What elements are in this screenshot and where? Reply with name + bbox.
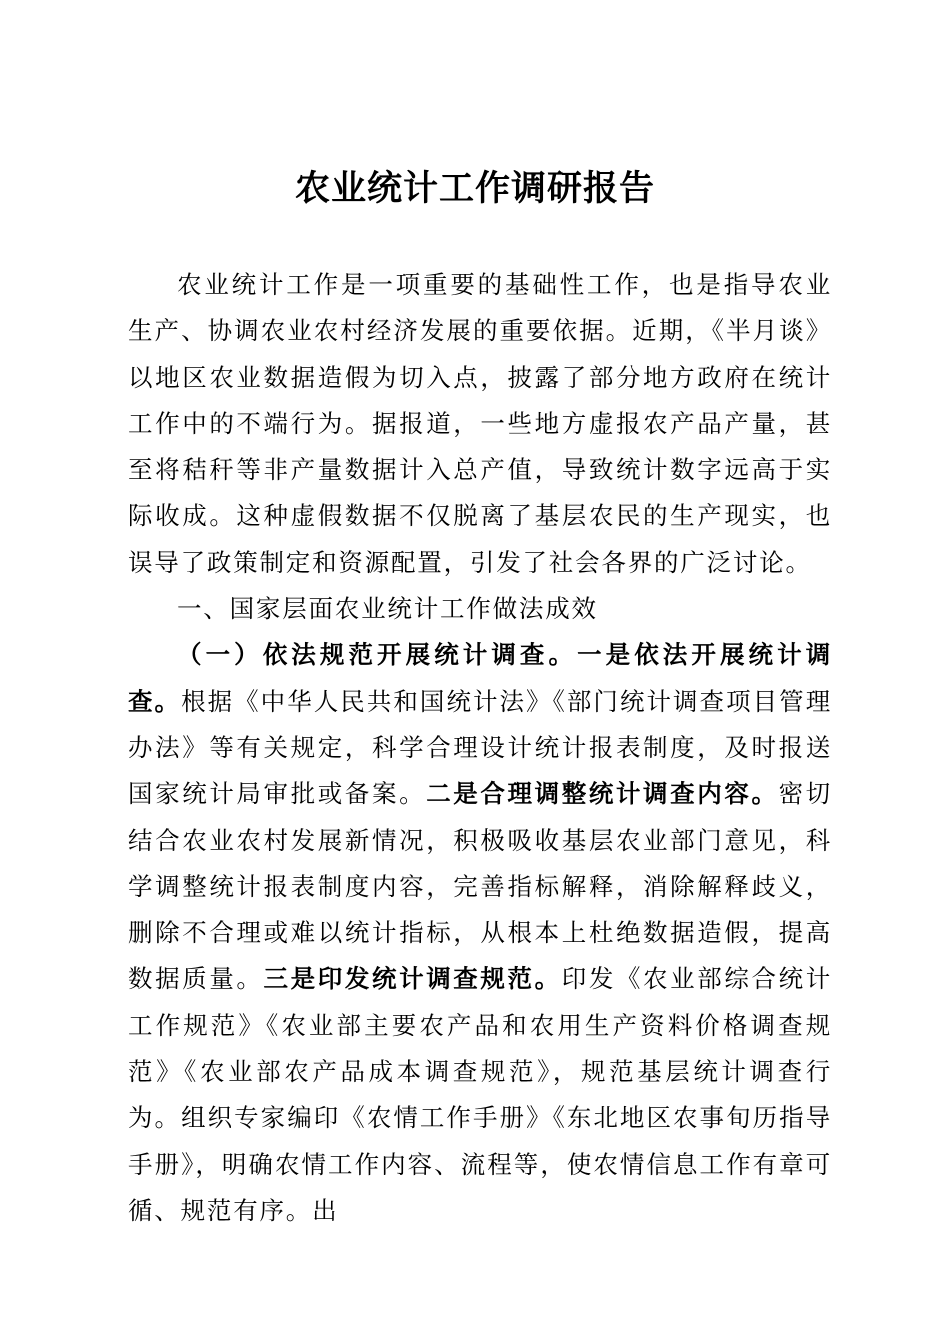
point1-text: 根据《中华人民共和国统计法》《部门统计调查项目管理办法》等有关规定，科学合理设计统计报表制度，及时报送国家统计局审批或备案。	[128, 686, 832, 809]
point2-title: 二是合理调整统计调查内容。	[426, 779, 779, 809]
point3-text: 印发《农业部综合统计工作规范》《农业部主要农产品和农用生产资料价格调查规范》《农业部农产品成本调查规范》，规范基层统计调查行为。组织专家编印《农情工作手册》《东北地区农事旬历指导手册》，明确农情工作内容、流程等，使农情信息工作有章可循、规范有序。出	[128, 964, 833, 1225]
point1-title: 一是依法开展统计调查。	[128, 640, 832, 716]
section-heading: 一、国家层面农业统计工作做法成效	[177, 594, 598, 624]
subsection-heading: （一）依法规范开展统计调查。	[177, 640, 578, 670]
point2-text: 密切结合农业农村发展新情况，积极吸收基层农业部门意见，科学调整统计报表制度内容，完善指标解释，消除解释歧义，删除不合理或难以统计指标，从根本上杜绝数据造假，提高数据质量。	[128, 779, 832, 994]
point3-title: 三是印发统计调查规范。	[263, 964, 562, 994]
intro-paragraph: 农业统计工作是一项重要的基础性工作，也是指导农业生产、协调农业农村经济发展的重要依据。近期，《半月谈》以地区农业数据造假为切入点，披露了部分地方政府在统计工作中的不端行为。据报道，一些地方虚报农产品产量，甚至将秸秆等非产量数据计入总产值，导致统计数字远高于实际收成。这种虚假数据不仅脱离了基层农民的生产现实，也误导了政策制定和资源配置，引发了社会各界的广泛讨论。	[128, 270, 832, 577]
document-body	[128, 262, 832, 1234]
document-title: 农业统计工作调研报告	[294, 168, 655, 209]
subsection-paragraph	[128, 632, 832, 1234]
